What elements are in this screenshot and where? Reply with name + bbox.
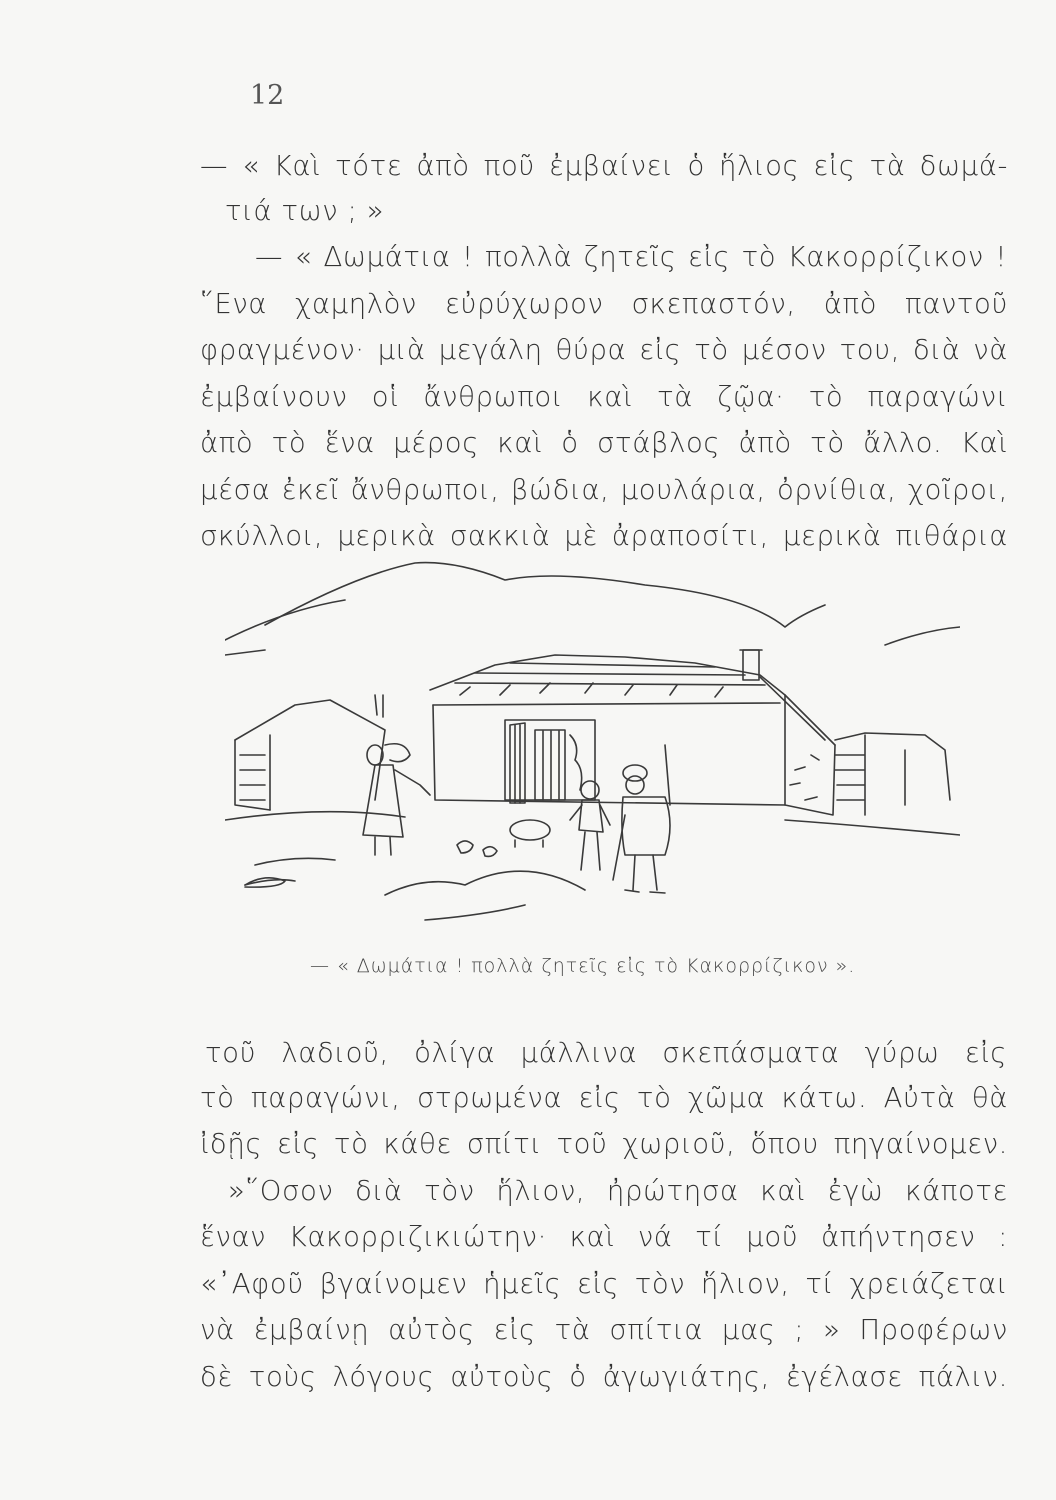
text-line: — « Δωμάτια ! πολλὰ ζητεῖς εἰς τὸ Κακορρίζικον !	[255, 241, 1007, 273]
rock	[245, 878, 285, 887]
village-house-illustration	[225, 555, 960, 940]
text-line: ῞Ενα χαμηλὸν εὐρύχωρον σκεπαστόν, ἀπὸ παντοῦ	[200, 288, 1008, 320]
text-line: »῞Οσον διὰ τὸν ἥλιον, ἠρώτησα καὶ ἐγὼ κάποτε	[228, 1175, 1008, 1207]
mountain-ridge	[885, 627, 960, 645]
text-line: τοῦ λαδιοῦ, ὀλίγα μάλλινα σκεπάσματα γύρω εἰς	[205, 1037, 1007, 1069]
text-line: τιά των ; »	[225, 195, 385, 227]
text-bottom	[200, 1037, 1010, 1397]
right-house	[835, 733, 950, 800]
text-line: μέσα ἐκεῖ ἄνθρωποι, βώδια, μουλάρια, ὀρνίθια, χοῖροι,	[200, 474, 1008, 506]
text-line: δὲ τοὺς λόγους αὐτοὺς ὁ ἀγωγιάτης, ἐγέλασε πάλιν.	[200, 1361, 1008, 1393]
text-line: «᾿Αφοῦ βγαίνομεν ἡμεῖς εἰς τὸν ἥλιον, τί χρειάζεται	[200, 1268, 1008, 1300]
mountain-ridge	[265, 563, 825, 627]
text-line: σκύλλοι, μερικὰ σακκιὰ μὲ ἀραποσίτι, μερικὰ πιθάρια	[200, 520, 1008, 552]
house-wall	[433, 695, 785, 805]
text-line: ἰδῇς εἰς τὸ κάθε σπίτι τοῦ χωριοῦ, ὅπου πηγαίνομεν.	[200, 1128, 1008, 1160]
text-line: ἀπὸ τὸ ἕνα μέρος καὶ ὁ στάβλος ἀπὸ τὸ ἄλλο. Καὶ	[200, 427, 1008, 459]
pig	[510, 820, 550, 847]
text-line: τὸ παραγώνι, στρωμένα εἰς τὸ χῶμα κάτω. Αὐτὰ θὰ	[200, 1082, 1008, 1114]
boy-figure	[570, 781, 610, 870]
chickens	[457, 841, 497, 856]
door	[510, 723, 525, 803]
text-line: — « Καὶ τότε ἀπὸ ποῦ ἐμβαίνει ὁ ἥλιος εἰς τὰ δωμά-	[200, 150, 1008, 182]
text-line: ἐμβαίνουν οἱ ἄνθρωποι καὶ τὰ ζῷα· τὸ παραγώνι	[200, 381, 1008, 413]
mountain-ridge	[225, 600, 345, 640]
page-number: 12	[250, 80, 285, 111]
old-man-figure	[613, 745, 670, 893]
text-line: νὰ ἐμβαίνῃ αὐτὸς εἰς τὰ σπίτια μας ; » Προφέρων	[200, 1314, 1008, 1346]
text-line: φραγμένον· μιὰ μεγάλη θύρα εἰς τὸ μέσον του, διὰ νὰ	[200, 334, 1008, 366]
text-top	[200, 150, 1010, 550]
illustration-caption: — « Δωμάτια ! πολλὰ ζητεῖς εἰς τὸ Κακορρίζικον ».	[310, 955, 856, 977]
side-wall	[785, 745, 835, 815]
text-line: ἕναν Κακορριζικιώτην· καὶ νά τί μοῦ ἀπήντησεν :	[200, 1221, 1008, 1253]
woman-figure	[363, 744, 430, 855]
